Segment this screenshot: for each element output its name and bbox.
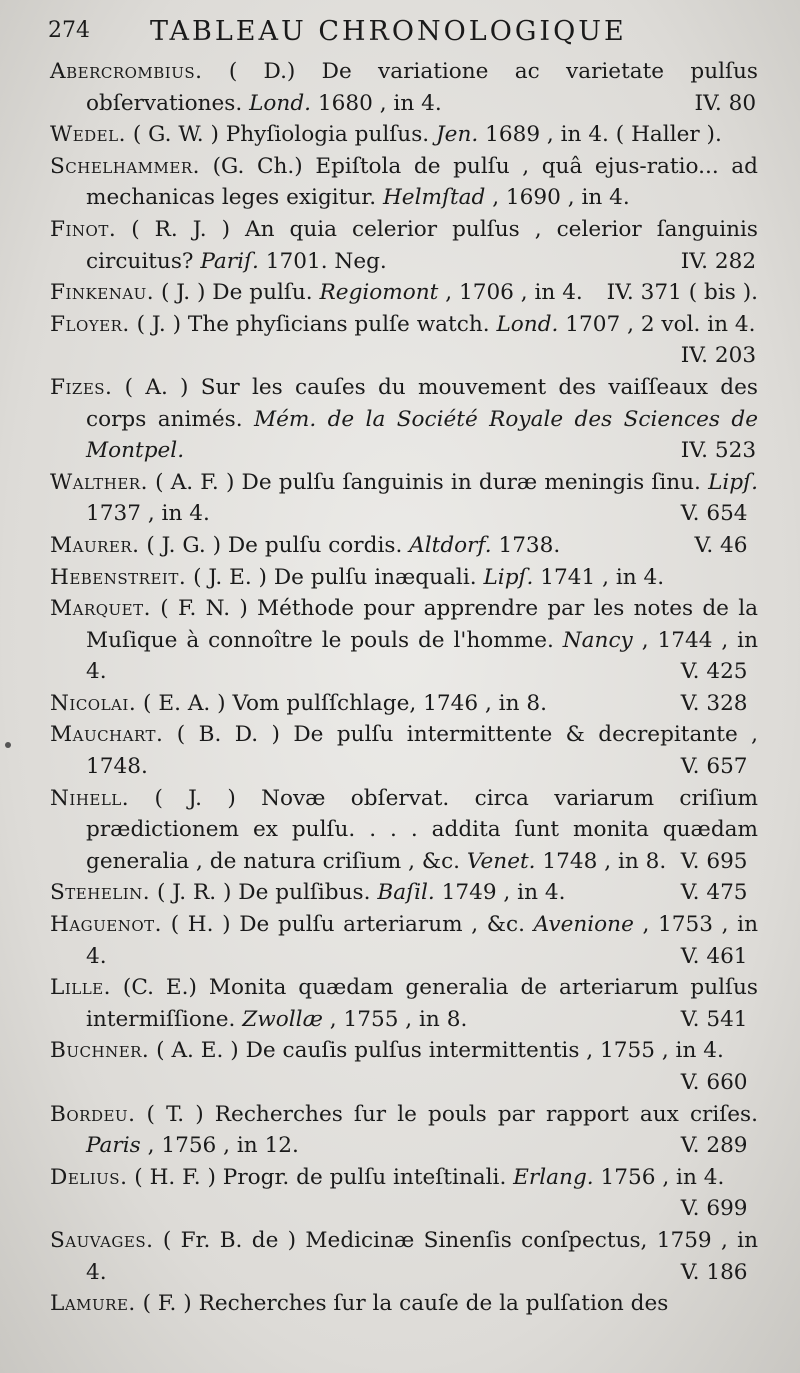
entry-place: Lipſ. <box>708 469 758 495</box>
entry-author: Floyer. <box>50 311 130 337</box>
entry-author: Wedel. <box>50 122 126 148</box>
bibliography-entry <box>50 972 758 1035</box>
entry-text: ( H. ) De pulſu arteriarum , &c. <box>162 912 534 938</box>
entry-imprint: , 1744 , in 4. <box>86 627 758 685</box>
entry-text: (C. E.) Monita quædam generalia de arteriarum pulſus intermiſſione. <box>86 975 758 1032</box>
entry-author: Marquet. <box>50 596 151 622</box>
bibliography-list <box>50 56 758 1320</box>
entry-text: ( D.) De variatione ac varietate pulſus obſervationes. <box>86 59 758 116</box>
entry-imprint: 1707 , 2 vol. in 4. <box>558 311 756 337</box>
entry-imprint: , 1755 , in 8. <box>322 1006 468 1032</box>
entry-text: ( Fr. B. de ) Medicinæ Sinenſis conſpectus, 1759 , in 4. <box>86 1227 758 1285</box>
entry-imprint: , 1706 , in 4. <box>438 280 583 306</box>
entry-imprint: 1749 , in 4. <box>434 880 566 906</box>
entry-reference: V. 699 <box>680 1196 748 1222</box>
entry-reference: V. 461 <box>680 943 748 969</box>
entry-imprint: 1737 , in 4. <box>86 501 210 527</box>
entry-author: Delius. <box>50 1164 128 1190</box>
bibliography-entry <box>50 151 758 214</box>
entry-author: Sauvages. <box>50 1227 154 1253</box>
entry-reference: IV. 282 <box>680 248 757 274</box>
entry-place: Lond. <box>496 311 559 337</box>
ink-spot <box>5 742 11 748</box>
entry-author: Fizes. <box>50 374 113 400</box>
entry-reference: V. 475 <box>680 880 748 906</box>
entry-imprint: , 1756 , in 12. <box>140 1133 299 1159</box>
entry-author: Maurer. <box>50 532 140 558</box>
entry-text: ( B. D. ) De pulſu intermittente & decrepitante , 1748. <box>86 722 758 780</box>
bibliography-entry <box>50 783 758 878</box>
entry-text: ( J. R. ) De pulſibus. <box>150 880 378 906</box>
entry-author: Bordeu. <box>50 1101 136 1127</box>
entry-place: Mém. de la Société Royale des Sciences de Montpel. <box>86 406 758 464</box>
entry-reference: IV. 80 <box>694 90 757 116</box>
entry-author: Schelhammer. <box>50 153 201 179</box>
entry-reference: IV. 203 <box>680 343 757 369</box>
bibliography-entry <box>50 309 758 372</box>
entry-place: Venet. <box>466 848 536 874</box>
entry-imprint: 1738. <box>491 532 561 558</box>
bibliography-entry <box>50 119 758 151</box>
running-head <box>48 16 760 54</box>
entry-text: ( J. E. ) De pulſu inæquali. <box>186 564 484 590</box>
bibliography-entry <box>50 1035 758 1098</box>
page-number: 274 <box>48 18 90 43</box>
entry-text: ( H. F. ) Progr. de pulſu inteſtinali. <box>127 1164 514 1190</box>
bibliography-entry <box>50 214 758 277</box>
entry-reference: V. 654 <box>680 501 748 527</box>
bibliography-entry <box>50 1225 758 1288</box>
entry-text: ( F. N. ) Méthode pour apprendre par les notes de la Muſique à connoître le pouls de l'homme. <box>86 596 758 653</box>
entry-place: Zwollæ <box>242 1006 323 1032</box>
entry-author: Lille. <box>50 975 112 1001</box>
entry-reference: V. 289 <box>680 1133 748 1159</box>
bibliography-entry <box>50 1288 758 1320</box>
entry-place: Paris <box>86 1133 141 1159</box>
entry-place: Helmſtad <box>382 185 486 211</box>
entry-text: ( J. ) Novæ obſervat. circa variarum criſium prædictionem ex pulſu. . . . addita ſunt monita quædam generalia , de natura criſium , &c. <box>86 785 758 874</box>
bibliography-entry <box>50 1162 758 1225</box>
entry-text: ( F. ) Recherches ſur la cauſe de la pulſation des <box>135 1291 669 1317</box>
entry-author: Finot. <box>50 216 117 242</box>
entry-author: Nihell. <box>50 785 130 811</box>
entry-text: ( J. G. ) De pulſu cordis. <box>139 532 410 558</box>
entry-place: Nancy <box>562 627 633 653</box>
entry-place: Lipſ. <box>483 564 534 590</box>
entry-reference: V. 46 <box>694 532 748 558</box>
entry-text: ( J. ) De pulſu. <box>154 280 320 306</box>
entry-place: Altdorf. <box>409 532 492 558</box>
page-title: TABLEAU CHRONOLOGIQUE <box>150 16 627 47</box>
bibliography-entry <box>50 719 758 782</box>
bibliography-entry <box>50 562 758 594</box>
entry-reference: V. 657 <box>680 754 748 780</box>
entry-author: Abercrombius. <box>50 59 203 84</box>
entry-imprint: , 1690 , in 4. <box>485 185 630 211</box>
entry-place: Baſil. <box>377 880 435 906</box>
bibliography-entry <box>50 56 758 119</box>
bibliography-entry <box>50 530 758 562</box>
entry-place: Erlang. <box>513 1164 594 1190</box>
entry-author: Lamure. <box>50 1291 136 1317</box>
entry-reference: V. 541 <box>680 1006 748 1032</box>
bibliography-entry <box>50 593 758 688</box>
entry-text: ( T. ) Recherches ſur le pouls par rapport aux criſes. <box>135 1101 758 1127</box>
entry-text: ( A. F. ) De pulſu ſanguinis in duræ meningis ſinu. <box>147 469 709 495</box>
entry-text: ( E. A. ) Vom pulſſchlage, 1746 , in 8. <box>136 690 547 716</box>
entry-text: ( A. ) Sur les cauſes du mouvement des vaiſſeaux des corps animés. <box>86 374 758 432</box>
entry-place: Jen. <box>436 122 479 148</box>
entry-reference: V. 328 <box>680 690 748 716</box>
entry-imprint: 1701. Neg. <box>258 248 387 274</box>
entry-author: Hebenstreit. <box>50 564 187 590</box>
entry-place: Regiomont <box>319 280 439 306</box>
entry-place: Pariſ. <box>200 248 259 274</box>
entry-author: Buchner. <box>50 1038 150 1064</box>
entry-imprint: , 1753 , in 4. <box>86 912 758 969</box>
bibliography-entry <box>50 277 758 309</box>
bibliography-entry <box>50 877 758 909</box>
entry-text: ( J. ) The phyſicians pulſe watch. <box>129 311 497 337</box>
entry-text: ( G. W. ) Phyſiologia pulſus. <box>125 122 437 148</box>
bibliography-entry <box>50 1099 758 1162</box>
bibliography-entry <box>50 688 758 720</box>
entry-reference: V. 660 <box>680 1070 748 1095</box>
bibliography-entry <box>50 372 758 467</box>
bibliography-entry <box>50 467 758 530</box>
entry-imprint: 1680 , in 4. <box>311 90 442 116</box>
entry-place: Avenione <box>533 912 634 938</box>
entry-author: Stehelin. <box>50 880 151 906</box>
entry-text: ( R. J. ) An quia celerior pulſus , celerior ſanguinis circuitus? <box>86 216 758 274</box>
entry-reference: V. 425 <box>680 659 748 685</box>
entry-imprint: 1689 , in 4. ( Haller ). <box>478 122 722 148</box>
entry-place: Lond. <box>249 90 312 116</box>
entry-author: Mauchart. <box>50 722 164 748</box>
entry-imprint: 1748 , in 8. <box>535 848 667 874</box>
entry-reference: IV. 523 <box>680 438 757 464</box>
entry-reference: V. 186 <box>680 1259 748 1285</box>
entry-author: Finkenau. <box>50 280 155 306</box>
entry-author: Nicolai. <box>50 690 137 716</box>
entry-author: Walther. <box>50 469 148 495</box>
entry-imprint: 1741 , in 4. <box>533 564 665 590</box>
entry-text: (G. Ch.) Epiſtola de pulſu , quâ ejus-ratio... ad mechanicas leges exigitur. <box>86 153 758 211</box>
entry-text: ( A. E. ) De cauſis pulſus intermittentis , 1755 , in 4. <box>149 1038 724 1064</box>
entry-reference: IV. 371 ( bis ). <box>606 280 758 306</box>
entry-imprint: 1756 , in 4. <box>593 1164 725 1190</box>
entry-author: Haguenot. <box>50 912 163 938</box>
bibliography-entry <box>50 909 758 972</box>
entry-reference: V. 695 <box>680 848 748 874</box>
